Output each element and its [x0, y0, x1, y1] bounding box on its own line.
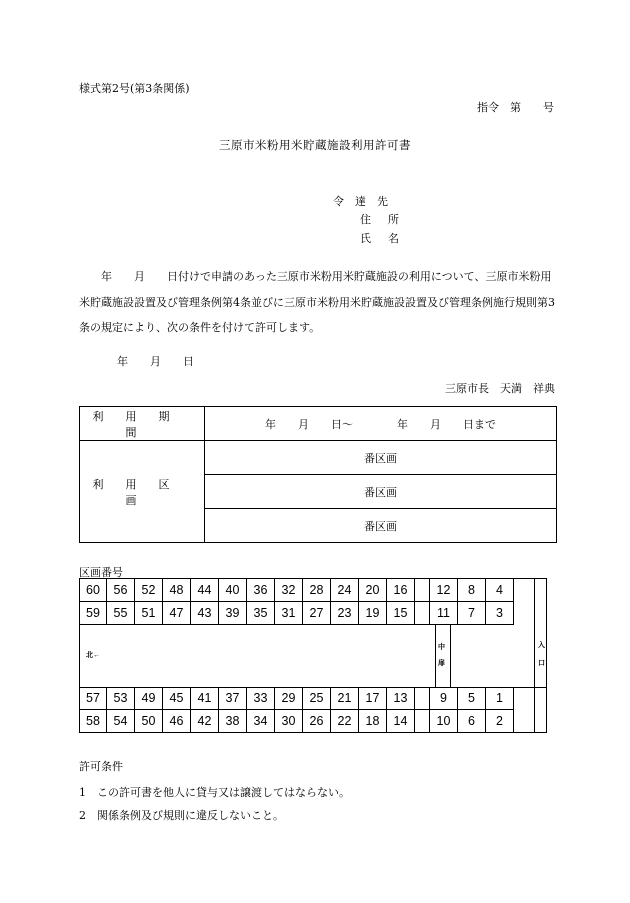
section-number-cell: 44 — [191, 579, 219, 602]
section-number-cell: 19 — [359, 602, 387, 625]
middle-door-gap — [415, 710, 430, 733]
usage-section-label: 利用区画 — [80, 441, 205, 543]
usage-section-1: 番区画 — [205, 441, 557, 475]
section-number-cell: 46 — [163, 710, 191, 733]
section-number-cell: 24 — [331, 579, 359, 602]
section-number-cell: 28 — [303, 579, 331, 602]
section-number-cell: 8 — [458, 579, 486, 602]
usage-period-label: 利用期間 — [80, 407, 205, 441]
section-number-cell: 45 — [163, 687, 191, 710]
section-number-cell: 27 — [303, 602, 331, 625]
grid-divider — [80, 687, 546, 688]
section-number-cell: 15 — [387, 602, 415, 625]
section-number-cell: 56 — [107, 579, 135, 602]
middle-door-label-2: 扉 — [438, 660, 445, 667]
permission-body-text: 年 月 日付けで申請のあった三原市米粉用米貯蔵施設の利用について、三原市米粉用米貯蔵施設設置及び管理条例第4条並びに三原市米粉用米貯蔵施設設置及び管理条例施行規則第3条の規定により、次の条件を付けて許可します。 — [79, 270, 555, 334]
section-number-cell: 5 — [458, 687, 486, 710]
usage-section-2: 番区画 — [205, 475, 557, 509]
section-number-cell: 50 — [135, 710, 163, 733]
section-number-cell: 10 — [430, 710, 458, 733]
section-number-cell: 6 — [458, 710, 486, 733]
section-number-cell: 2 — [486, 710, 514, 733]
usage-table — [79, 406, 557, 543]
conditions-title: 許可条件 — [79, 760, 123, 773]
directive-number: 指令 第 号 — [477, 101, 554, 114]
condition-item-1: 1 この許可書を他人に貸与又は譲渡してはならない。 — [79, 786, 350, 799]
usage-section-3: 番区画 — [205, 509, 557, 543]
section-number-cell: 31 — [275, 602, 303, 625]
address-label: 住所 — [360, 213, 416, 226]
entrance-label-1: 入 — [538, 642, 545, 649]
section-number-cell: 47 — [163, 602, 191, 625]
grid-divider — [435, 625, 436, 687]
section-number-cell: 58 — [80, 710, 107, 733]
section-number-cell: 49 — [135, 687, 163, 710]
grid-row-4 — [80, 710, 514, 733]
section-number-cell: 33 — [247, 687, 275, 710]
section-number-cell: 37 — [219, 687, 247, 710]
section-number-cell: 9 — [430, 687, 458, 710]
section-number-cell: 3 — [486, 602, 514, 625]
grid-divider — [450, 625, 451, 687]
section-number-cell: 38 — [219, 710, 247, 733]
section-number-cell: 48 — [163, 579, 191, 602]
section-number-cell: 30 — [275, 710, 303, 733]
section-number-cell: 52 — [135, 579, 163, 602]
grid-title: 区画番号 — [79, 566, 123, 579]
section-number-cell: 43 — [191, 602, 219, 625]
section-number-cell: 54 — [107, 710, 135, 733]
grid-row-3 — [80, 687, 514, 710]
section-number-cell: 41 — [191, 687, 219, 710]
section-number-cell: 32 — [275, 579, 303, 602]
recipient-label: 令達先 — [333, 195, 399, 208]
section-number-cell: 23 — [331, 602, 359, 625]
grid-divider — [534, 579, 535, 732]
section-number-cell: 12 — [430, 579, 458, 602]
section-number-cell: 42 — [191, 710, 219, 733]
section-number-cell: 14 — [387, 710, 415, 733]
issue-date: 年 月 日 — [117, 355, 194, 368]
usage-section-row — [80, 441, 557, 475]
section-number-cell: 18 — [359, 710, 387, 733]
section-number-cell: 29 — [275, 687, 303, 710]
section-number-cell: 1 — [486, 687, 514, 710]
section-number-cell: 16 — [387, 579, 415, 602]
section-number-cell: 59 — [80, 602, 107, 625]
section-number-cell: 51 — [135, 602, 163, 625]
condition-item-2: 2 関係条例及び規則に違反しないこと。 — [79, 809, 284, 822]
section-number-cell: 21 — [331, 687, 359, 710]
usage-period-row — [80, 407, 557, 441]
section-number-cell: 40 — [219, 579, 247, 602]
grid-row-1 — [80, 579, 514, 602]
usage-period-value: 年 月 日～ 年 月 日まで — [205, 407, 557, 441]
name-label: 氏名 — [360, 232, 416, 245]
section-number-cell: 34 — [247, 710, 275, 733]
form-number: 様式第2号(第3条関係) — [79, 82, 190, 95]
entrance-label-2: 口 — [538, 660, 545, 667]
section-number-cell: 55 — [107, 602, 135, 625]
section-number-cell: 60 — [80, 579, 107, 602]
section-number-cell: 17 — [359, 687, 387, 710]
section-number-cell: 53 — [107, 687, 135, 710]
north-label: 北← — [86, 652, 100, 659]
section-number-cell: 11 — [430, 602, 458, 625]
section-number-cell: 26 — [303, 710, 331, 733]
section-number-cell: 22 — [331, 710, 359, 733]
middle-door-gap — [415, 579, 430, 602]
section-number-cell: 39 — [219, 602, 247, 625]
middle-door-label-1: 中 — [438, 644, 445, 651]
middle-door-gap — [415, 602, 430, 625]
section-number-cell: 7 — [458, 602, 486, 625]
section-number-cell: 20 — [359, 579, 387, 602]
section-number-cell: 25 — [303, 687, 331, 710]
section-number-grid — [79, 578, 547, 733]
middle-door-gap — [415, 687, 430, 710]
section-number-cell: 13 — [387, 687, 415, 710]
document-title: 三原市米粉用米貯蔵施設利用許可書 — [219, 138, 411, 152]
section-number-cell: 57 — [80, 687, 107, 710]
grid-row-2 — [80, 602, 514, 625]
issuer-name: 三原市長 天満 祥典 — [445, 382, 555, 395]
section-number-cell: 35 — [247, 602, 275, 625]
section-number-cell: 4 — [486, 579, 514, 602]
section-number-cell: 36 — [247, 579, 275, 602]
